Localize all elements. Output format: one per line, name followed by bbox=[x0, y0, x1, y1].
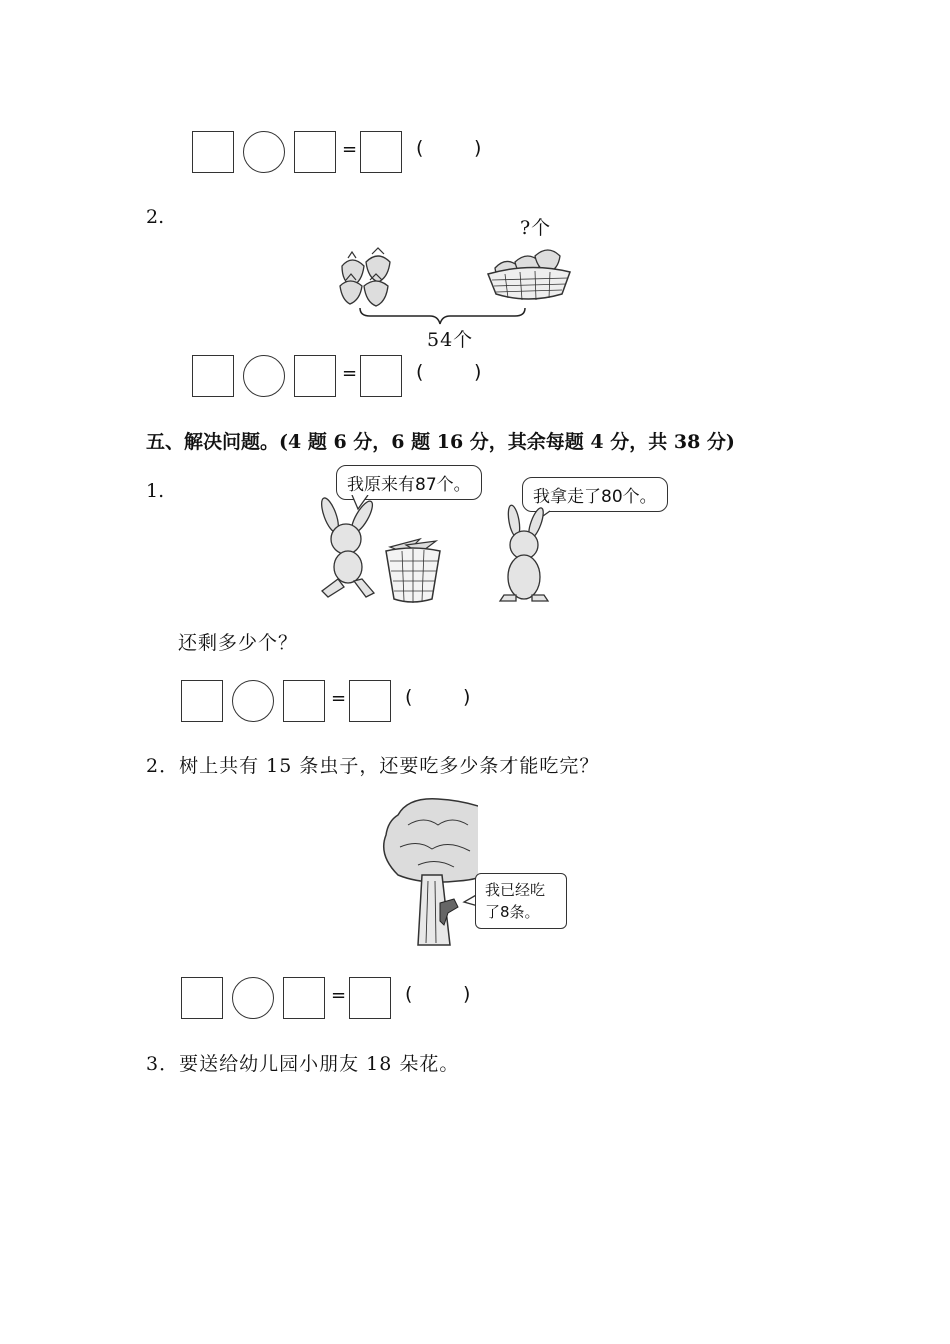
answer-box[interactable] bbox=[349, 977, 391, 1019]
speech-bubble-right: 我拿走了80个。 bbox=[522, 477, 668, 512]
answer-box[interactable] bbox=[360, 355, 402, 397]
question-text: 2．树上共有 15 条虫子，还要吃多少条才能吃完？ bbox=[146, 755, 600, 777]
unit-paren-open: ( bbox=[416, 361, 424, 383]
unit-paren-open: ( bbox=[416, 137, 424, 159]
question-number: 1. bbox=[146, 480, 165, 502]
operator-circle[interactable] bbox=[243, 131, 285, 173]
answer-box[interactable] bbox=[360, 131, 402, 173]
answer-box[interactable] bbox=[294, 355, 336, 397]
answer-box[interactable] bbox=[349, 680, 391, 722]
unit-paren-open: ( bbox=[405, 686, 413, 708]
equation-row-2 bbox=[192, 355, 492, 397]
equals-sign: = bbox=[331, 985, 347, 1006]
answer-box[interactable] bbox=[283, 977, 325, 1019]
equation-row-3 bbox=[181, 680, 481, 722]
equation-row-4 bbox=[181, 977, 481, 1019]
operator-circle[interactable] bbox=[243, 355, 285, 397]
answer-box[interactable] bbox=[192, 355, 234, 397]
equation-row-1 bbox=[192, 131, 492, 173]
answer-box[interactable] bbox=[283, 680, 325, 722]
answer-box[interactable] bbox=[192, 131, 234, 173]
section-heading: 五、解决问题。(4 题 6 分，6 题 16 分，其余每题 4 分，共 38 分) bbox=[146, 431, 735, 453]
question-number: 2. bbox=[146, 206, 165, 228]
speech-bubble-left: 我原来有87个。 bbox=[336, 465, 482, 500]
equals-sign: = bbox=[342, 363, 358, 384]
unit-paren-close: ) bbox=[474, 361, 482, 383]
answer-box[interactable] bbox=[181, 680, 223, 722]
bubble-line: 了8条。 bbox=[485, 903, 540, 921]
unknown-count-label: ?个 bbox=[520, 217, 552, 239]
equals-sign: = bbox=[342, 139, 358, 160]
operator-circle[interactable] bbox=[232, 680, 274, 722]
operator-circle[interactable] bbox=[232, 977, 274, 1019]
unit-paren-open: ( bbox=[405, 983, 413, 1005]
speech-bubble-woodpecker bbox=[475, 873, 567, 929]
total-count-label: 54个 bbox=[427, 329, 474, 351]
question-text: 还剩多少个？ bbox=[178, 632, 299, 654]
unit-paren-close: ) bbox=[463, 686, 471, 708]
unit-paren-close: ) bbox=[474, 137, 482, 159]
tree-woodpecker-illustration bbox=[378, 795, 478, 955]
unit-paren-close: ) bbox=[463, 983, 471, 1005]
answer-box[interactable] bbox=[181, 977, 223, 1019]
question-text: 3．要送给幼儿园小朋友 18 朵花。 bbox=[146, 1053, 460, 1075]
bubble-line: 我已经吃 bbox=[485, 881, 546, 899]
answer-box[interactable] bbox=[294, 131, 336, 173]
equals-sign: = bbox=[331, 688, 347, 709]
rabbits-carrots-illustration bbox=[310, 495, 560, 607]
